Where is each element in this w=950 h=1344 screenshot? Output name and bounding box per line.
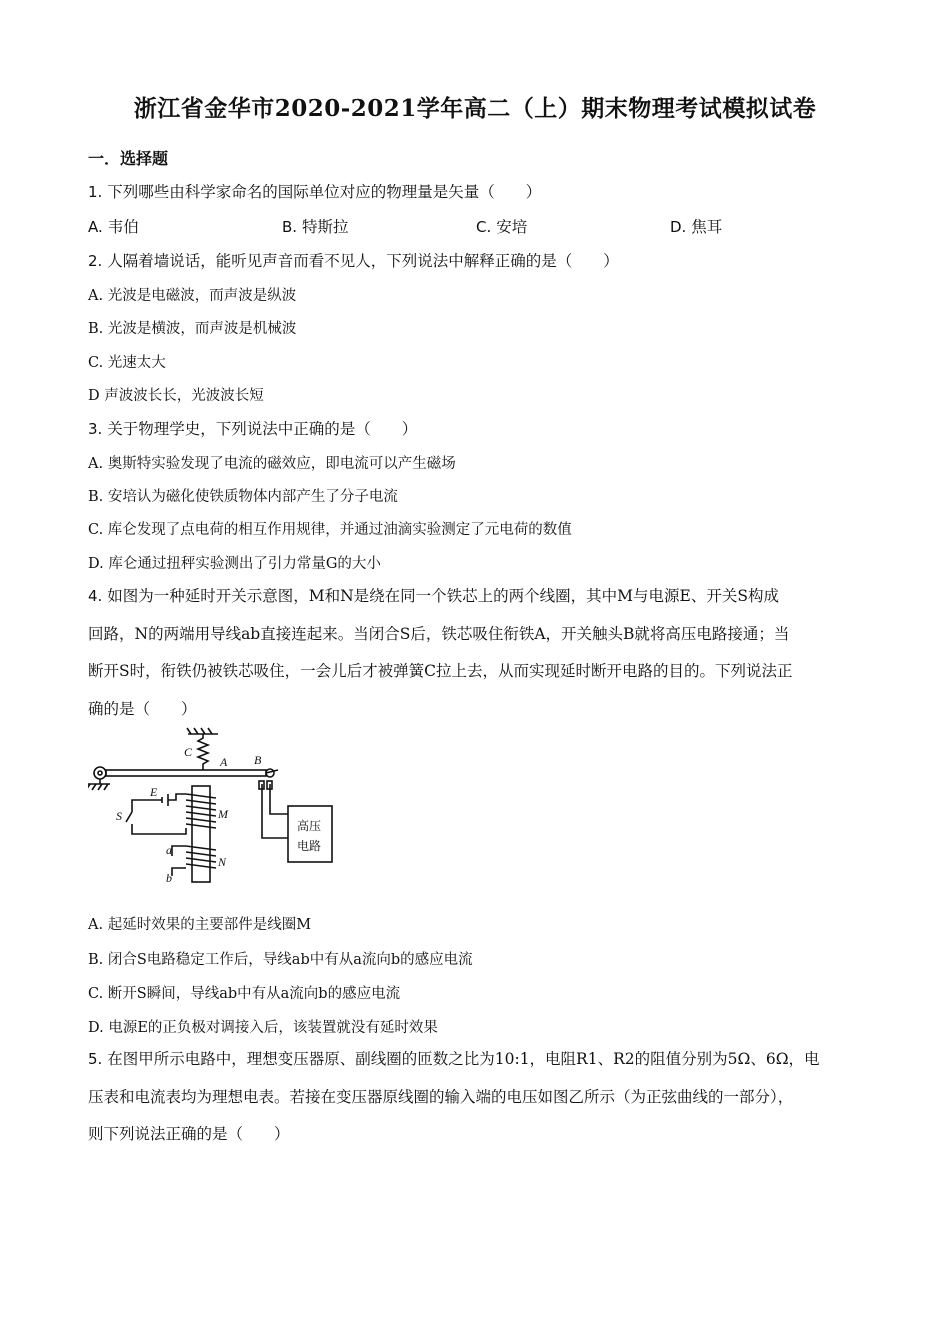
- question-4: [88, 578, 864, 728]
- q4-option-b: B. 闭合S电路稳定工作后，导线ab中有从a流向b的感应电流: [88, 952, 473, 968]
- label-a: a: [166, 843, 172, 857]
- q3-option-c: C. 库仑发现了点电荷的相互作用规律，并通过油滴实验测定了元电荷的数值: [88, 522, 572, 538]
- q2-option-b: B. 光波是横波，而声波是机械波: [88, 321, 297, 337]
- question-number: 4.: [88, 587, 103, 605]
- section-heading: 一．选择题: [88, 149, 169, 168]
- question-stem-line: 回路，N的两端用导线ab直接连起来。当闭合S后，铁芯吸住衔铁A，开关触头B就将高压电路接通；当: [88, 624, 790, 643]
- question-stem-line: 断开S时，衔铁仍被铁芯吸住，一会儿后才被弹簧C拉上去，从而实现延时断开电路的目的。下列说法正: [88, 662, 793, 680]
- q2-option-c: C. 光速太大: [88, 355, 166, 371]
- label-a-armature: A: [220, 755, 228, 769]
- label-s: S: [116, 809, 122, 823]
- q2-option-a: A. 光波是电磁波，而声波是纵波: [88, 288, 297, 304]
- delay-switch-diagram: [88, 726, 338, 886]
- page-title: 浙江省金华市2020-2021学年高二（上）期末物理考试模拟试卷: [133, 95, 817, 122]
- question-stem-line: 5. 在图甲所示电路中，理想变压器原、副线圈的匝数之比为10:1，电阻R1、R2的阻值分别为5Ω、6Ω，电: [88, 1050, 820, 1068]
- question-1: [88, 180, 541, 202]
- question-number: 3.: [88, 420, 103, 438]
- question-number: 2.: [88, 252, 103, 270]
- question-stem-line: 确的是（ ）: [88, 699, 197, 718]
- label-m: M: [218, 807, 228, 821]
- question-number: 1.: [88, 183, 103, 201]
- question-5: [88, 1041, 864, 1154]
- label-n: N: [218, 855, 227, 869]
- box-label-2: 电路: [297, 839, 322, 853]
- q1-option-b: B. 特斯拉: [282, 218, 349, 236]
- q2-option-d: D 声波波长长，光波波长短: [88, 388, 264, 404]
- question-stem: 人隔着墙说话，能听见声音而看不见人，下列说法中解释正确的是（ ）: [107, 252, 619, 270]
- q4-option-c: C. 断开S瞬间，导线ab中有从a流向b的感应电流: [88, 986, 401, 1002]
- q3-option-d: D. 库仑通过扭秤实验测出了引力常量G的大小: [88, 556, 381, 572]
- question-stem: 关于物理学史，下列说法中正确的是（ ）: [107, 420, 418, 438]
- label-b: b: [166, 871, 172, 885]
- question-number: 5.: [88, 1050, 103, 1068]
- q3-option-b: B. 安培认为磁化使铁质物体内部产生了分子电流: [88, 489, 398, 505]
- q1-option-c: C. 安培: [476, 218, 528, 236]
- label-e: E: [150, 785, 158, 799]
- question-stem-line: 4. 如图为一种延时开关示意图，M和N是绕在同一个铁芯上的两个线圈，其中M与电源E、开关S构成: [88, 587, 779, 605]
- q1-option-a: A. 韦伯: [88, 218, 139, 236]
- label-c: C: [184, 745, 193, 759]
- question-2: [88, 249, 619, 271]
- question-3: [88, 417, 417, 439]
- question-stem: 下列哪些由科学家命名的国际单位对应的物理量是矢量（ ）: [107, 183, 542, 201]
- q4-option-d: D. 电源E的正负极对调接入后，该装置就没有延时效果: [88, 1020, 438, 1036]
- q1-option-d: D. 焦耳: [670, 218, 723, 236]
- question-stem-line: 压表和电流表均为理想电表。若接在变压器原线圈的输入端的电压如图乙所示（为正弦曲线的一部分），: [88, 1087, 794, 1106]
- box-label-1: 高压: [297, 819, 322, 833]
- label-b-contact: B: [254, 753, 262, 767]
- q3-option-a: A. 奥斯特实验发现了电流的磁效应，即电流可以产生磁场: [88, 456, 456, 472]
- q4-option-a: A. 起延时效果的主要部件是线圈M: [88, 917, 312, 933]
- question-stem-line: 则下列说法正确的是（ ）: [88, 1125, 290, 1143]
